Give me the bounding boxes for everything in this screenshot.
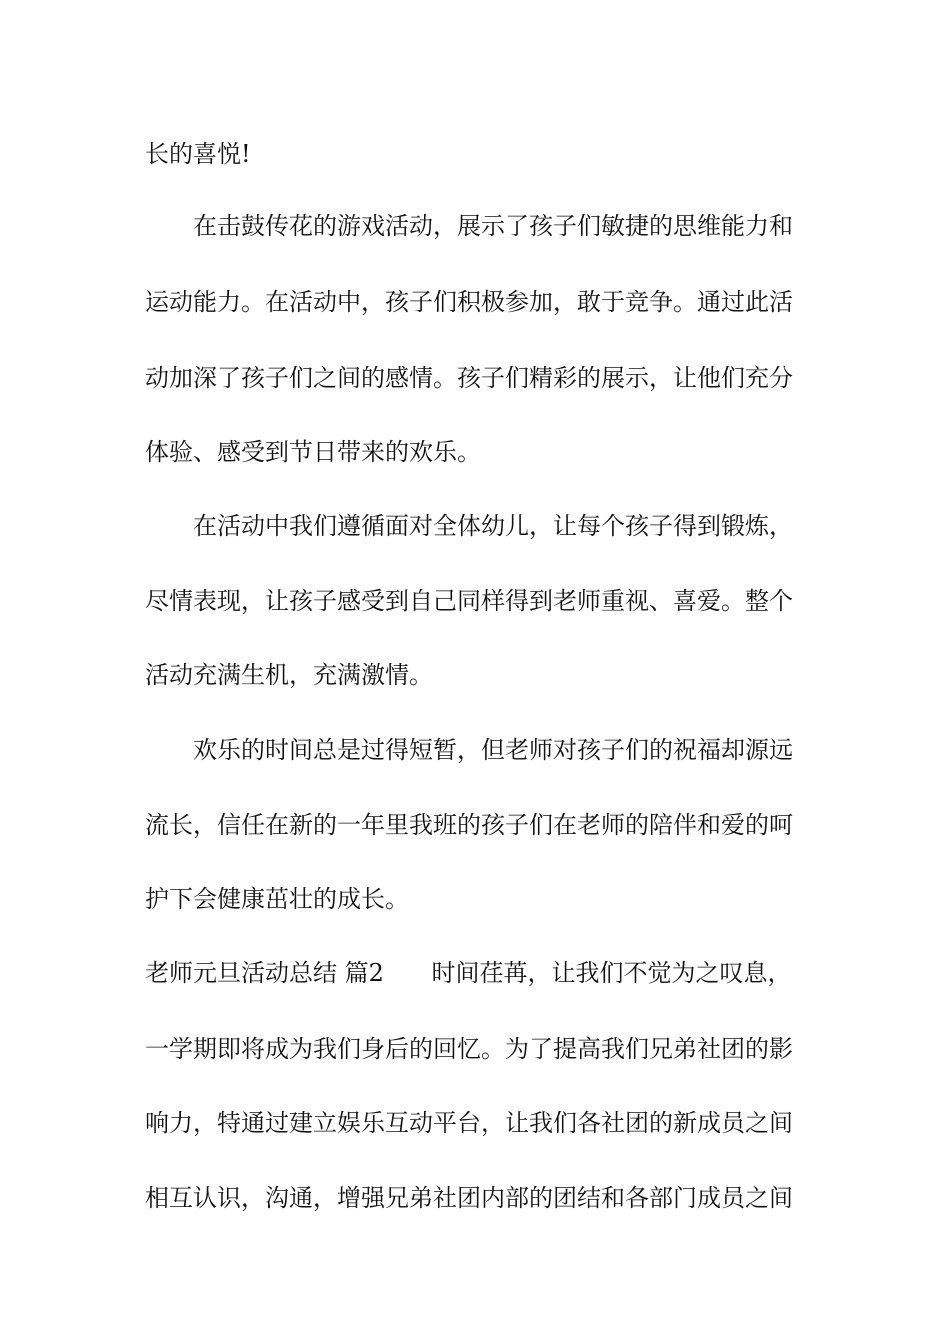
paragraph-line: 动加深了孩子们之间的感情。孩子们精彩的展示，让他们充分 [145,364,793,392]
paragraph-line: 响力，特通过建立娱乐互动平台，让我们各社团的新成员之间 [145,1109,793,1137]
paragraph-start: 时间荏苒，让我们不觉为之叹息， [431,959,792,987]
paragraph-line: 在击鼓传花的游戏活动，展示了孩子们敏捷的思维能力和 [193,212,793,240]
paragraph-line: 护下会健康茁壮的成长。 [145,885,409,913]
paragraph-line: 体验、感受到节日带来的欢乐。 [145,438,481,466]
paragraph-line: 流长，信任在新的一年里我班的孩子们在老师的陪伴和爱的呵 [145,811,793,839]
section-heading-line [145,957,792,989]
paragraph-line: 在活动中我们遵循面对全体幼儿，让每个孩子得到锻炼， [193,512,793,540]
paragraph-line: 运动能力。在活动中，孩子们积极参加，敢于竞争。通过此活 [145,288,793,316]
paragraph-line: 一学期即将成为我们身后的回忆。为了提高我们兄弟社团的影 [145,1035,793,1063]
section-heading: 老师元旦活动总结 篇2 [145,959,384,987]
paragraph-line: 长的喜悦! [145,140,251,168]
paragraph-line: 相互认识，沟通，增强兄弟社团内部的团结和各部门成员之间 [145,1184,793,1212]
paragraph-line: 欢乐的时间总是过得短暂，但老师对孩子们的祝福却源远 [193,736,793,764]
paragraph-line: 尽情表现，让孩子感受到自己同样得到老师重视、喜爱。整个 [145,587,793,615]
paragraph-line: 活动充满生机，充满激情。 [145,661,433,689]
